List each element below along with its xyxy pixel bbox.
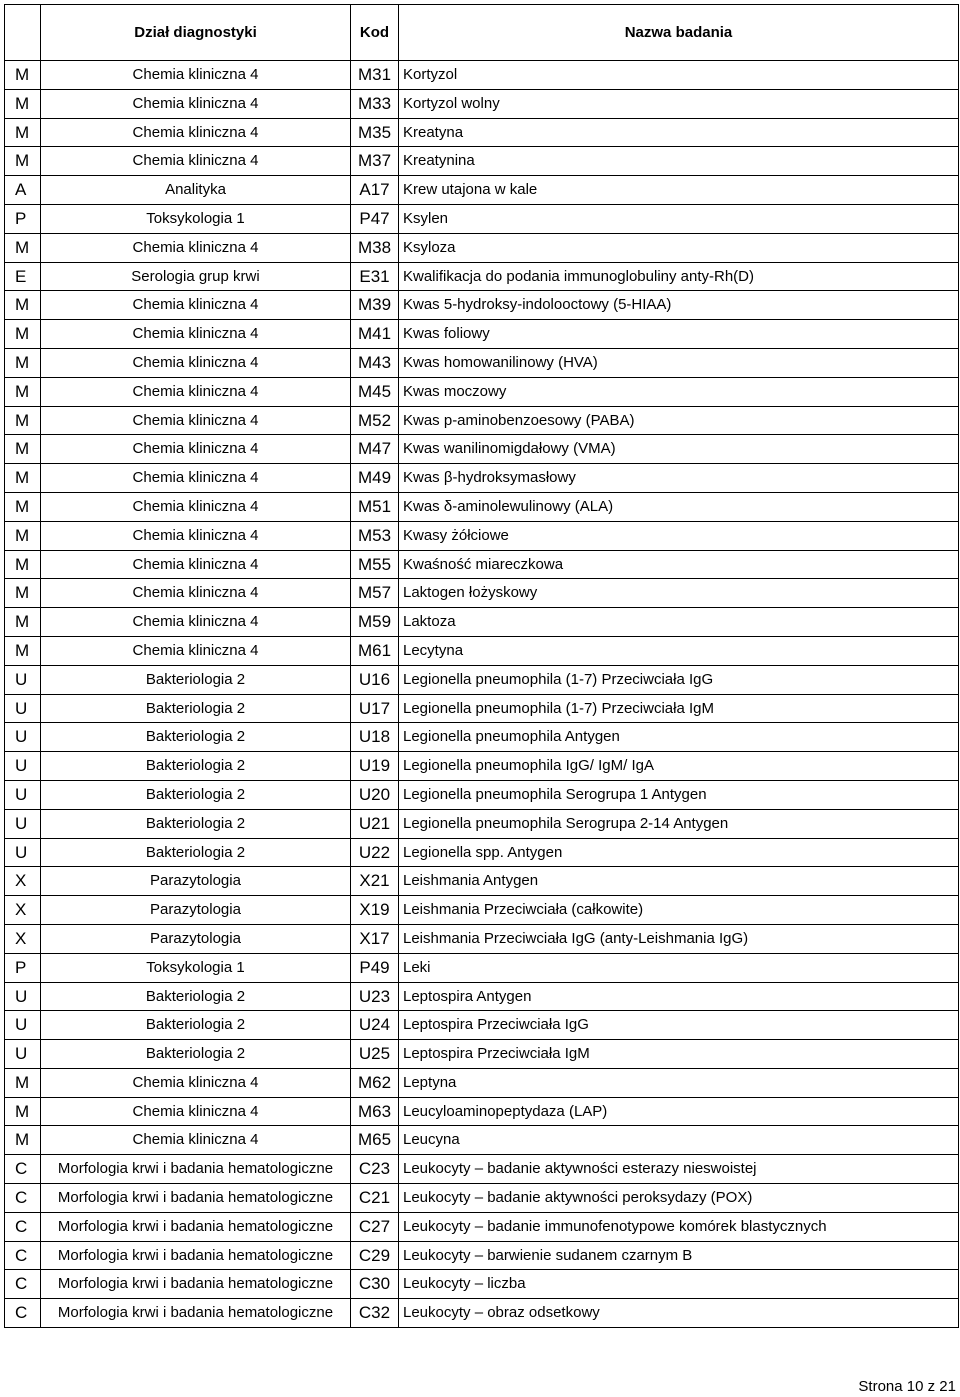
row-letter: M — [5, 464, 41, 493]
row-code: M45 — [351, 377, 399, 406]
row-letter: M — [5, 233, 41, 262]
row-test-name: Ksylen — [399, 204, 959, 233]
row-letter: U — [5, 982, 41, 1011]
row-department: Bakteriologia 2 — [41, 665, 351, 694]
row-letter: U — [5, 752, 41, 781]
row-code: C21 — [351, 1184, 399, 1213]
row-letter: U — [5, 694, 41, 723]
row-department: Morfologia krwi i badania hematologiczne — [41, 1241, 351, 1270]
row-department: Toksykologia 1 — [41, 204, 351, 233]
row-code: U21 — [351, 809, 399, 838]
row-test-name: Leki — [399, 953, 959, 982]
row-code: M57 — [351, 579, 399, 608]
row-department: Chemia kliniczna 4 — [41, 636, 351, 665]
table-row — [5, 867, 959, 896]
row-test-name: Leukocyty – obraz odsetkowy — [399, 1299, 959, 1328]
row-department: Chemia kliniczna 4 — [41, 1126, 351, 1155]
row-code: M43 — [351, 348, 399, 377]
row-code: C32 — [351, 1299, 399, 1328]
table-row — [5, 608, 959, 637]
row-test-name: Kwasy żółciowe — [399, 521, 959, 550]
row-code: M37 — [351, 147, 399, 176]
table-row — [5, 147, 959, 176]
row-test-name: Leishmania Antygen — [399, 867, 959, 896]
row-code: E31 — [351, 262, 399, 291]
row-code: M61 — [351, 636, 399, 665]
row-test-name: Leukocyty – badanie aktywności peroksydazy (POX) — [399, 1184, 959, 1213]
row-department: Bakteriologia 2 — [41, 1040, 351, 1069]
row-letter: M — [5, 636, 41, 665]
table-row — [5, 118, 959, 147]
row-department: Bakteriologia 2 — [41, 723, 351, 752]
row-department: Parazytologia — [41, 896, 351, 925]
row-department: Analityka — [41, 176, 351, 205]
table-row — [5, 723, 959, 752]
row-department: Chemia kliniczna 4 — [41, 550, 351, 579]
row-department: Chemia kliniczna 4 — [41, 89, 351, 118]
table-row — [5, 550, 959, 579]
table-row — [5, 636, 959, 665]
row-code: U19 — [351, 752, 399, 781]
row-code: C29 — [351, 1241, 399, 1270]
table-row — [5, 521, 959, 550]
row-department: Chemia kliniczna 4 — [41, 406, 351, 435]
row-code: M49 — [351, 464, 399, 493]
row-letter: C — [5, 1212, 41, 1241]
row-letter: P — [5, 204, 41, 233]
table-row — [5, 1299, 959, 1328]
row-code: C30 — [351, 1270, 399, 1299]
row-letter: M — [5, 89, 41, 118]
row-letter: M — [5, 320, 41, 349]
row-code: M62 — [351, 1068, 399, 1097]
row-test-name: Kwaśność miareczkowa — [399, 550, 959, 579]
table-row — [5, 1212, 959, 1241]
row-department: Bakteriologia 2 — [41, 694, 351, 723]
row-department: Bakteriologia 2 — [41, 1011, 351, 1040]
row-code: M51 — [351, 492, 399, 521]
row-test-name: Legionella pneumophila (1-7) Przeciwciała IgM — [399, 694, 959, 723]
row-letter: C — [5, 1270, 41, 1299]
row-letter: C — [5, 1155, 41, 1184]
row-test-name: Kwas p-aminobenzoesowy (PABA) — [399, 406, 959, 435]
row-department: Bakteriologia 2 — [41, 752, 351, 781]
row-code: M35 — [351, 118, 399, 147]
row-code: U20 — [351, 780, 399, 809]
row-department: Chemia kliniczna 4 — [41, 608, 351, 637]
row-test-name: Legionella spp. Antygen — [399, 838, 959, 867]
row-department: Morfologia krwi i badania hematologiczne — [41, 1299, 351, 1328]
table-row — [5, 1097, 959, 1126]
table-row — [5, 1068, 959, 1097]
row-letter: U — [5, 723, 41, 752]
row-letter: E — [5, 262, 41, 291]
row-test-name: Legionella pneumophila Antygen — [399, 723, 959, 752]
row-code: M53 — [351, 521, 399, 550]
row-test-name: Laktoza — [399, 608, 959, 637]
row-test-name: Leukocyty – badanie aktywności esterazy nieswoistej — [399, 1155, 959, 1184]
row-letter: M — [5, 1068, 41, 1097]
header-department: Dział diagnostyki — [41, 5, 351, 61]
row-code: M47 — [351, 435, 399, 464]
row-code: X19 — [351, 896, 399, 925]
table-body — [5, 61, 959, 1328]
row-letter: X — [5, 867, 41, 896]
row-code: M55 — [351, 550, 399, 579]
row-department: Chemia kliniczna 4 — [41, 233, 351, 262]
table-row — [5, 982, 959, 1011]
table-row — [5, 579, 959, 608]
row-test-name: Kwas δ-aminolewulinowy (ALA) — [399, 492, 959, 521]
table-row — [5, 406, 959, 435]
table-header-row — [5, 5, 959, 61]
table-row — [5, 291, 959, 320]
table-row — [5, 89, 959, 118]
table-row — [5, 262, 959, 291]
table-row — [5, 61, 959, 90]
table-row — [5, 953, 959, 982]
row-letter: U — [5, 1040, 41, 1069]
table-row — [5, 780, 959, 809]
table-row — [5, 492, 959, 521]
row-department: Morfologia krwi i badania hematologiczne — [41, 1155, 351, 1184]
row-test-name: Leucyloaminopeptydaza (LAP) — [399, 1097, 959, 1126]
row-code: U24 — [351, 1011, 399, 1040]
row-letter: X — [5, 896, 41, 925]
table-row — [5, 896, 959, 925]
row-department: Chemia kliniczna 4 — [41, 61, 351, 90]
table-row — [5, 1184, 959, 1213]
row-test-name: Laktogen łożyskowy — [399, 579, 959, 608]
row-test-name: Leptospira Przeciwciała IgM — [399, 1040, 959, 1069]
row-letter: U — [5, 665, 41, 694]
row-test-name: Kwas foliowy — [399, 320, 959, 349]
row-code: M31 — [351, 61, 399, 90]
table-row — [5, 1241, 959, 1270]
row-letter: M — [5, 550, 41, 579]
row-test-name: Ksyloza — [399, 233, 959, 262]
table-row — [5, 694, 959, 723]
table-row — [5, 377, 959, 406]
row-test-name: Kwas moczowy — [399, 377, 959, 406]
row-letter: M — [5, 608, 41, 637]
row-department: Chemia kliniczna 4 — [41, 492, 351, 521]
row-department: Chemia kliniczna 4 — [41, 291, 351, 320]
row-department: Chemia kliniczna 4 — [41, 579, 351, 608]
row-letter: M — [5, 147, 41, 176]
row-department: Chemia kliniczna 4 — [41, 377, 351, 406]
row-code: M63 — [351, 1097, 399, 1126]
row-department: Morfologia krwi i badania hematologiczne — [41, 1270, 351, 1299]
row-test-name: Legionella pneumophila IgG/ IgM/ IgA — [399, 752, 959, 781]
row-letter: U — [5, 780, 41, 809]
row-code: U17 — [351, 694, 399, 723]
table-row — [5, 320, 959, 349]
row-code: P49 — [351, 953, 399, 982]
row-letter: X — [5, 924, 41, 953]
row-code: M33 — [351, 89, 399, 118]
row-department: Chemia kliniczna 4 — [41, 464, 351, 493]
row-test-name: Kwas β-hydroksymasłowy — [399, 464, 959, 493]
row-department: Toksykologia 1 — [41, 953, 351, 982]
table-row — [5, 838, 959, 867]
row-code: M41 — [351, 320, 399, 349]
row-department: Chemia kliniczna 4 — [41, 435, 351, 464]
row-code: M59 — [351, 608, 399, 637]
row-test-name: Kortyzol — [399, 61, 959, 90]
table-row — [5, 924, 959, 953]
page-number: Strona 10 z 21 — [858, 1378, 956, 1395]
row-letter: U — [5, 1011, 41, 1040]
row-letter: M — [5, 435, 41, 464]
row-code: C27 — [351, 1212, 399, 1241]
table-row — [5, 665, 959, 694]
row-letter: M — [5, 579, 41, 608]
row-code: M65 — [351, 1126, 399, 1155]
header-test-name: Nazwa badania — [399, 5, 959, 61]
table-row — [5, 233, 959, 262]
row-letter: M — [5, 291, 41, 320]
row-department: Morfologia krwi i badania hematologiczne — [41, 1184, 351, 1213]
table-row — [5, 1040, 959, 1069]
row-department: Morfologia krwi i badania hematologiczne — [41, 1212, 351, 1241]
row-code: X21 — [351, 867, 399, 896]
table-row — [5, 752, 959, 781]
table-row — [5, 1155, 959, 1184]
row-department: Bakteriologia 2 — [41, 809, 351, 838]
row-code: U25 — [351, 1040, 399, 1069]
row-department: Chemia kliniczna 4 — [41, 1068, 351, 1097]
row-test-name: Krew utajona w kale — [399, 176, 959, 205]
row-test-name: Kreatyna — [399, 118, 959, 147]
row-test-name: Kwalifikacja do podania immunoglobuliny anty-Rh(D) — [399, 262, 959, 291]
row-code: M39 — [351, 291, 399, 320]
row-department: Chemia kliniczna 4 — [41, 118, 351, 147]
row-test-name: Legionella pneumophila (1-7) Przeciwciała IgG — [399, 665, 959, 694]
row-test-name: Leukocyty – badanie immunofenotypowe komórek blastycznych — [399, 1212, 959, 1241]
row-test-name: Kortyzol wolny — [399, 89, 959, 118]
test-catalog-table — [4, 4, 959, 1328]
row-letter: M — [5, 377, 41, 406]
row-department: Chemia kliniczna 4 — [41, 1097, 351, 1126]
row-test-name: Leucyna — [399, 1126, 959, 1155]
row-test-name: Kwas homowanilinowy (HVA) — [399, 348, 959, 377]
row-letter: M — [5, 406, 41, 435]
row-test-name: Kreatynina — [399, 147, 959, 176]
row-department: Chemia kliniczna 4 — [41, 147, 351, 176]
row-letter: M — [5, 492, 41, 521]
row-code: U16 — [351, 665, 399, 694]
table-row — [5, 176, 959, 205]
row-letter: U — [5, 809, 41, 838]
row-letter: A — [5, 176, 41, 205]
row-department: Parazytologia — [41, 867, 351, 896]
row-department: Chemia kliniczna 4 — [41, 348, 351, 377]
header-code: Kod — [351, 5, 399, 61]
row-letter: C — [5, 1299, 41, 1328]
row-code: A17 — [351, 176, 399, 205]
row-test-name: Leishmania Przeciwciała IgG (anty-Leishmania IgG) — [399, 924, 959, 953]
row-test-name: Kwas wanilinomigdałowy (VMA) — [399, 435, 959, 464]
row-letter: C — [5, 1184, 41, 1213]
row-test-name: Legionella pneumophila Serogrupa 1 Antygen — [399, 780, 959, 809]
row-department: Chemia kliniczna 4 — [41, 320, 351, 349]
row-department: Serologia grup krwi — [41, 262, 351, 291]
row-letter: M — [5, 1126, 41, 1155]
row-department: Bakteriologia 2 — [41, 780, 351, 809]
row-test-name: Lecytyna — [399, 636, 959, 665]
row-test-name: Leptospira Antygen — [399, 982, 959, 1011]
table-row — [5, 348, 959, 377]
row-letter: M — [5, 348, 41, 377]
table-row — [5, 1126, 959, 1155]
row-letter: M — [5, 118, 41, 147]
row-department: Chemia kliniczna 4 — [41, 521, 351, 550]
row-letter: M — [5, 61, 41, 90]
row-letter: U — [5, 838, 41, 867]
row-test-name: Leptospira Przeciwciała IgG — [399, 1011, 959, 1040]
row-letter: P — [5, 953, 41, 982]
row-test-name: Leukocyty – barwienie sudanem czarnym B — [399, 1241, 959, 1270]
row-test-name: Leishmania Przeciwciała (całkowite) — [399, 896, 959, 925]
row-department: Parazytologia — [41, 924, 351, 953]
row-test-name: Legionella pneumophila Serogrupa 2-14 Antygen — [399, 809, 959, 838]
header-letter — [5, 5, 41, 61]
row-test-name: Leptyna — [399, 1068, 959, 1097]
row-letter: M — [5, 1097, 41, 1126]
table-row — [5, 204, 959, 233]
row-letter: M — [5, 521, 41, 550]
row-code: U23 — [351, 982, 399, 1011]
table-row — [5, 1270, 959, 1299]
row-code: U22 — [351, 838, 399, 867]
row-code: C23 — [351, 1155, 399, 1184]
row-test-name: Kwas 5-hydroksy-indolooctowy (5-HIAA) — [399, 291, 959, 320]
table-row — [5, 1011, 959, 1040]
row-department: Bakteriologia 2 — [41, 982, 351, 1011]
table-row — [5, 464, 959, 493]
row-letter: C — [5, 1241, 41, 1270]
row-code: M52 — [351, 406, 399, 435]
row-department: Bakteriologia 2 — [41, 838, 351, 867]
row-code: P47 — [351, 204, 399, 233]
table-row — [5, 809, 959, 838]
row-test-name: Leukocyty – liczba — [399, 1270, 959, 1299]
table-row — [5, 435, 959, 464]
row-code: U18 — [351, 723, 399, 752]
row-code: X17 — [351, 924, 399, 953]
row-code: M38 — [351, 233, 399, 262]
